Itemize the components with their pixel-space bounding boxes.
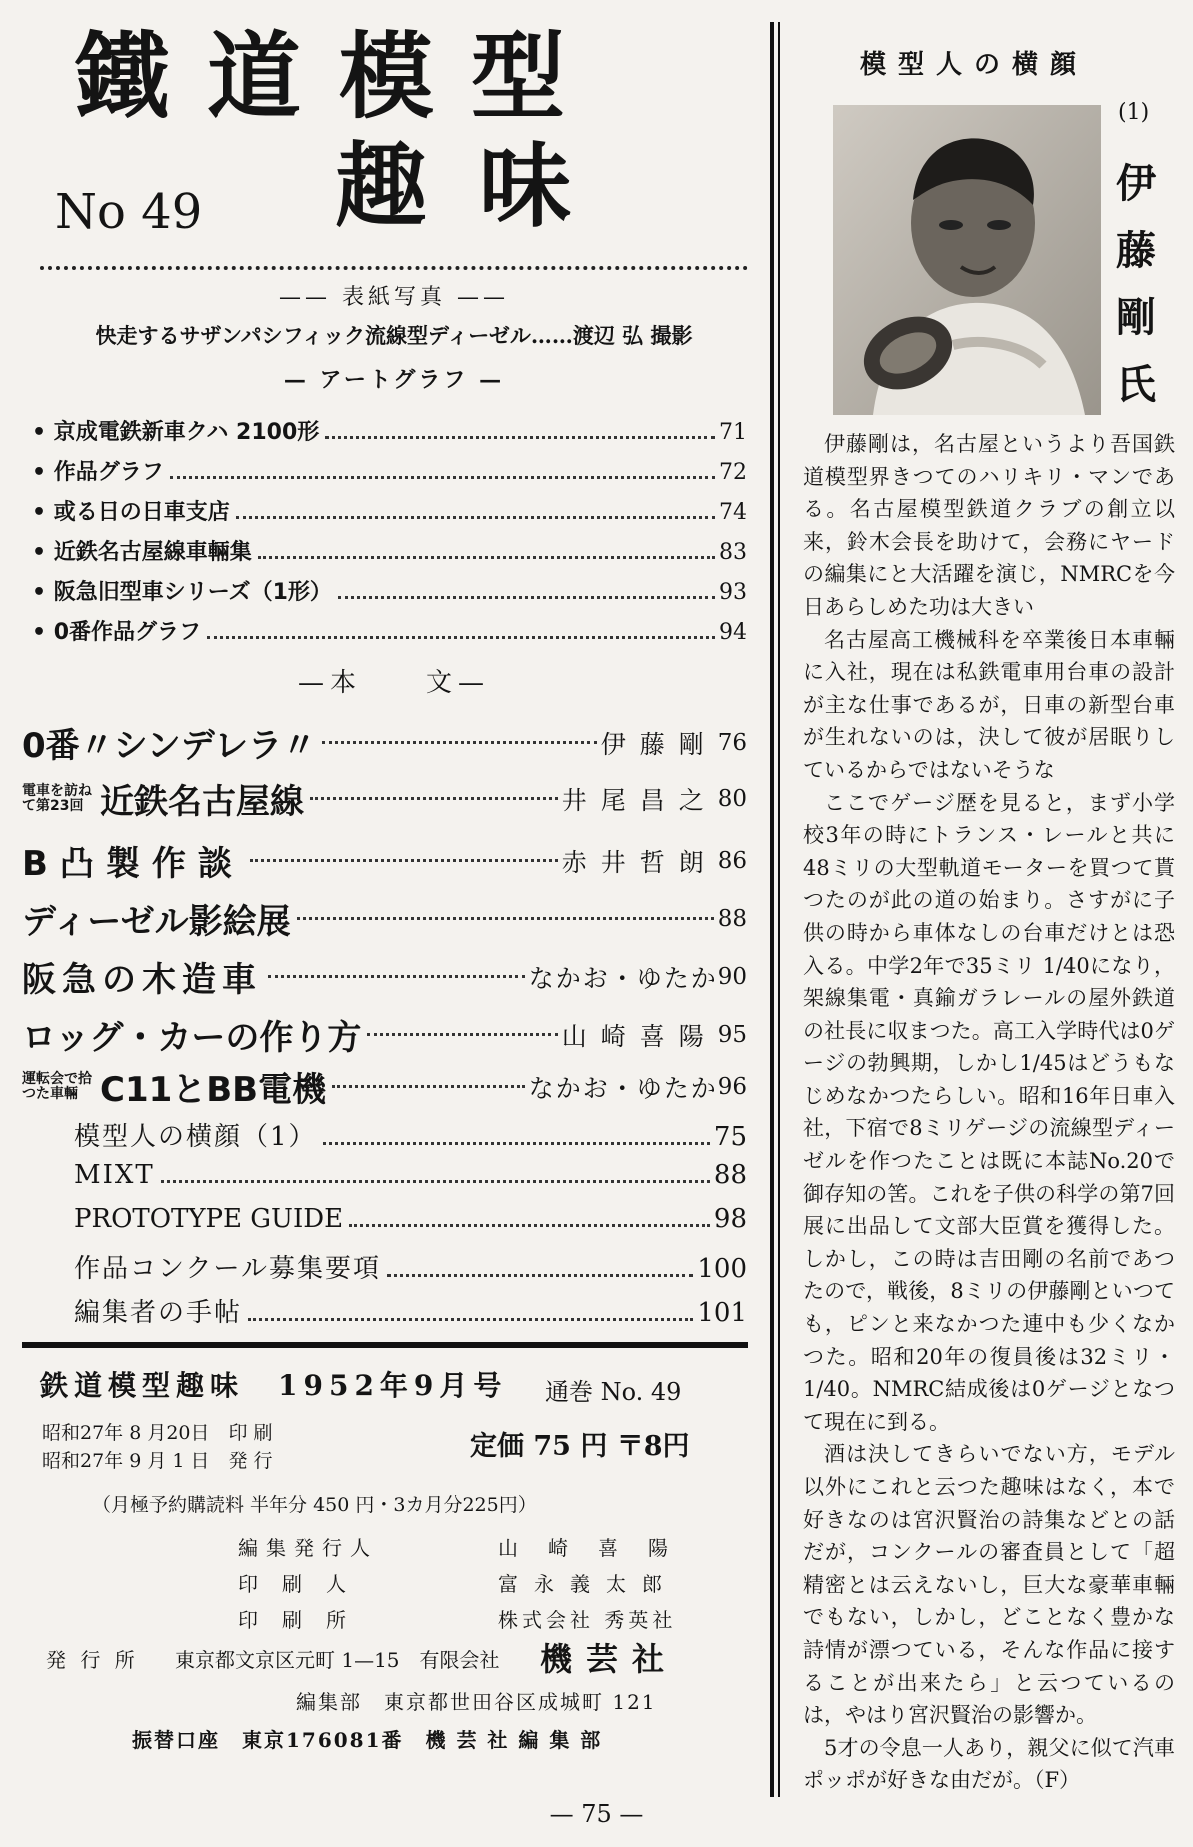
article-entry[interactable] xyxy=(22,774,747,823)
toc-entry-page: 88 xyxy=(713,1160,747,1190)
dot-leader xyxy=(161,1180,710,1183)
page-number: — 75 — xyxy=(549,1800,644,1828)
toc-entry[interactable] xyxy=(32,415,747,446)
article-page: 90 xyxy=(717,963,747,990)
colophon-volume: 通巻 No. 49 xyxy=(545,1378,682,1406)
article-entry[interactable] xyxy=(22,1062,747,1111)
article-page: 96 xyxy=(717,1073,747,1100)
profile-paragraph: 名古屋高工機械科を卒業後日本車輛に入社，現在は私鉄電車用台車の設計が主な仕事であるが，日車の新型台車が生れないのは，決して彼が居眠りしているからではないそうな xyxy=(803,627,1175,782)
colophon-publisher-label: 発 行 所 xyxy=(46,1648,139,1672)
toc-entry-page: 83 xyxy=(719,540,747,565)
profile-paragraph: 酒は決してきらいでない方，モデル以外にこれと云つた趣味はなく，本で好きなのは宮沢賢治の詩集などとの話だが，コンクールの審査員として「超精密とは云えないし，巨大な豪華車輛でもない，しかし，どことなく豊かな詩情が漂つている，そんな作品に接することが出来たら」と云つているのは，やはり宮沢賢治の影響か。 xyxy=(803,1442,1175,1728)
toc-entry-page: 94 xyxy=(719,620,747,645)
profile-name: 伊藤剛氏 xyxy=(1116,160,1156,408)
colophon-subscription: （月極予約購読料 半年分 450 円・3カ月分225円） xyxy=(92,1494,537,1516)
column-divider xyxy=(778,22,780,1797)
article-entry[interactable] xyxy=(22,836,747,885)
colophon-transfer-account: 振替口座 東京176081番 機 芸 社 編 集 部 xyxy=(132,1728,603,1752)
dot-leader xyxy=(332,1085,525,1088)
dot-leader xyxy=(367,1033,557,1036)
toc-entry-label: MIXT xyxy=(74,1160,155,1190)
colophon-editor: 山崎喜陽 xyxy=(498,1536,698,1560)
dot-leader xyxy=(297,917,714,920)
article-title: 近鉄名古屋線 xyxy=(100,782,304,822)
toc-entry-label: • 阪急旧型車シリーズ（1形） xyxy=(32,580,332,605)
article-page: 76 xyxy=(717,729,747,756)
dot-leader xyxy=(338,596,715,599)
toc-entry[interactable] xyxy=(74,1292,747,1329)
colophon-issue-date: 昭和27年 9 月 1 日 発 行 xyxy=(42,1450,273,1472)
toc-entry-page: 74 xyxy=(719,500,747,525)
article-title: ディーゼル影絵展 xyxy=(22,902,291,942)
toc-entry[interactable] xyxy=(32,535,747,566)
article-title: ロッグ・カーの作り方 xyxy=(22,1018,362,1058)
colophon-printshop-label: 印刷所 xyxy=(238,1608,370,1632)
dot-leader xyxy=(268,975,525,978)
toc-entry-label: • 或る日の日車支店 xyxy=(32,500,230,525)
colophon-printshop: 株式会社 秀英社 xyxy=(498,1608,677,1632)
colophon-title: 鉄道模型趣味 1952年9月号 xyxy=(40,1369,508,1402)
toc-entry-label: • 作品グラフ xyxy=(32,460,164,485)
article-author: なかお・ゆたか xyxy=(528,1073,718,1103)
profile-paragraph: 伊藤剛は，名古屋というより吾国鉄道模型界きつてのハリキリ・マンである。名古屋模型鉄道クラブの創立以来，鈴木会長を助けて，会務にヤードの編集にと大活躍を演じ，NMRCを今日あらしめた功は大きい xyxy=(803,432,1175,619)
dot-leader xyxy=(170,476,715,479)
dot-leader xyxy=(236,516,715,519)
article-title: C11とBB電機 xyxy=(100,1070,327,1110)
article-author: 伊藤剛 xyxy=(600,729,718,759)
toc-entry-page: 101 xyxy=(697,1298,747,1328)
article-author: 井尾昌之 xyxy=(561,785,718,815)
issue-number: No 49 xyxy=(55,184,203,240)
toc-entry[interactable] xyxy=(74,1160,747,1190)
masthead-divider xyxy=(40,266,748,270)
colophon-printer: 富永義太郎 xyxy=(498,1572,678,1596)
article-series-label: 運転会で拾 つた車輛 xyxy=(22,1070,92,1102)
dot-leader xyxy=(349,1224,710,1227)
toc-entry-page: 72 xyxy=(719,460,747,485)
toc-entry-page: 75 xyxy=(713,1122,747,1152)
toc-entry[interactable] xyxy=(74,1204,747,1234)
toc-entry-page: 100 xyxy=(697,1254,747,1284)
toc-entry[interactable] xyxy=(74,1116,747,1153)
section-divider xyxy=(22,1342,748,1348)
dot-leader xyxy=(322,741,597,744)
toc-entry-label: • 京成電鉄新車クハ 2100形 xyxy=(32,420,320,445)
colophon-publisher-address: 東京都文京区元町 1—15 有限会社 xyxy=(175,1648,500,1672)
toc-entry-page: 93 xyxy=(719,580,747,605)
toc-entry[interactable] xyxy=(32,575,747,606)
profile-paragraph: ここでゲージ歴を見ると，まず小学校3年の時にトランス・レールと共に48ミリの大型軌道モーターを買つて貰つたのが此の道の始まり。さすがに子供の時から車体なしの台車だけとは恐入る。中学2年で35ミリ 1/40になり，架線集電・真鍮ガラレールの屋外鉄道の社長に収まつた。高工入学時代は0ゲージの勃興期，しかし1/45はどうもなじめなかつたらしい。昭和16年日車入社，下宿で8ミリゲージの流線型ディーゼルを作つたことは既に本誌No.20で御存知の筈。これを子供の科学の第7回展に出品して文部大臣賞を獲得した。しかし，この時は吉田剛の名前であつたので，戦後，8ミリの伊藤剛といつても，ピンと来なかつた連中も少くなかつた。昭和20年の復員後は32ミリ・1/40。NMRC結成後は0ゲージとなつて現在に到る。 xyxy=(803,790,1175,1434)
colophon-editorial-dept: 編集部 東京都世田谷区成城町 121 xyxy=(296,1690,657,1714)
toc-entry-label: 模型人の横顔（1） xyxy=(74,1122,317,1152)
article-title: 0番〃シンデレラ〃 xyxy=(22,726,317,766)
article-entry[interactable] xyxy=(22,718,747,767)
dot-leader xyxy=(250,859,558,862)
colophon-publisher-name: 機芸社 xyxy=(540,1640,679,1678)
article-page: 86 xyxy=(717,847,747,874)
article-page: 88 xyxy=(717,905,747,932)
dot-leader xyxy=(310,797,558,800)
toc-entry[interactable] xyxy=(32,615,747,646)
profile-paragraph: 5才の令息一人あり，親父に似て汽車ポッポが好きな由だが。（F） xyxy=(803,1735,1175,1793)
article-page: 80 xyxy=(717,785,747,812)
article-title: 阪急の木造車 xyxy=(22,960,262,1000)
toc-entry[interactable] xyxy=(32,495,747,526)
magazine-title-line2: 趣味 xyxy=(335,132,624,240)
toc-entry[interactable] xyxy=(32,455,747,486)
profile-number: (1) xyxy=(1118,100,1150,125)
article-title: B凸製作談 xyxy=(22,844,244,884)
toc-entry[interactable] xyxy=(74,1248,747,1285)
column-divider xyxy=(770,22,774,1797)
article-entry[interactable] xyxy=(22,1010,747,1059)
toc-entry-page: 71 xyxy=(719,420,747,445)
toc-entry-label: 作品コンクール募集要項 xyxy=(74,1254,381,1284)
colophon-printer-label: 印刷人 xyxy=(238,1572,370,1596)
honbun-heading: —本 文— xyxy=(297,668,490,698)
colophon-editor-label: 編集発行人 xyxy=(238,1536,378,1560)
toc-entry-label: • 近鉄名古屋線車輛集 xyxy=(32,540,252,565)
article-entry[interactable] xyxy=(22,952,747,1001)
dot-leader xyxy=(248,1318,693,1321)
cover-heading: —— 表紙写真 —— xyxy=(279,285,509,310)
dot-leader xyxy=(207,636,715,639)
toc-entry-label: • 0番作品グラフ xyxy=(32,620,202,645)
magazine-title-line1: 鐵道模型 xyxy=(75,22,604,132)
toc-entry-label: 編集者の手帖 xyxy=(74,1298,243,1328)
profile-heading: 模型人の横顔 xyxy=(860,50,1089,80)
cover-caption: 快走するサザンパシフィック流線型ディーゼル……渡辺 弘 撮影 xyxy=(95,323,693,348)
article-entry[interactable] xyxy=(22,894,747,943)
article-page: 95 xyxy=(717,1021,747,1048)
toc-entry-label: PROTOTYPE GUIDE xyxy=(74,1204,344,1234)
portrait-photo xyxy=(833,105,1101,415)
artgraph-heading: — アートグラフ — xyxy=(283,367,505,393)
article-author: 山崎喜陽 xyxy=(561,1021,718,1051)
toc-entry-page: 98 xyxy=(713,1204,747,1234)
colophon-print-date: 昭和27年 8 月20日 印 刷 xyxy=(42,1422,273,1444)
dot-leader xyxy=(325,436,715,439)
article-series-label: 電車を訪ね て第23回 xyxy=(22,782,92,814)
colophon-price: 定価 75 円 〒8円 xyxy=(470,1431,690,1462)
profile-body xyxy=(803,428,1175,1797)
dot-leader xyxy=(258,556,715,559)
dot-leader xyxy=(323,1142,710,1145)
dot-leader xyxy=(387,1274,693,1277)
article-author: なかお・ゆたか xyxy=(528,963,718,993)
article-author: 赤井哲朗 xyxy=(561,847,718,877)
